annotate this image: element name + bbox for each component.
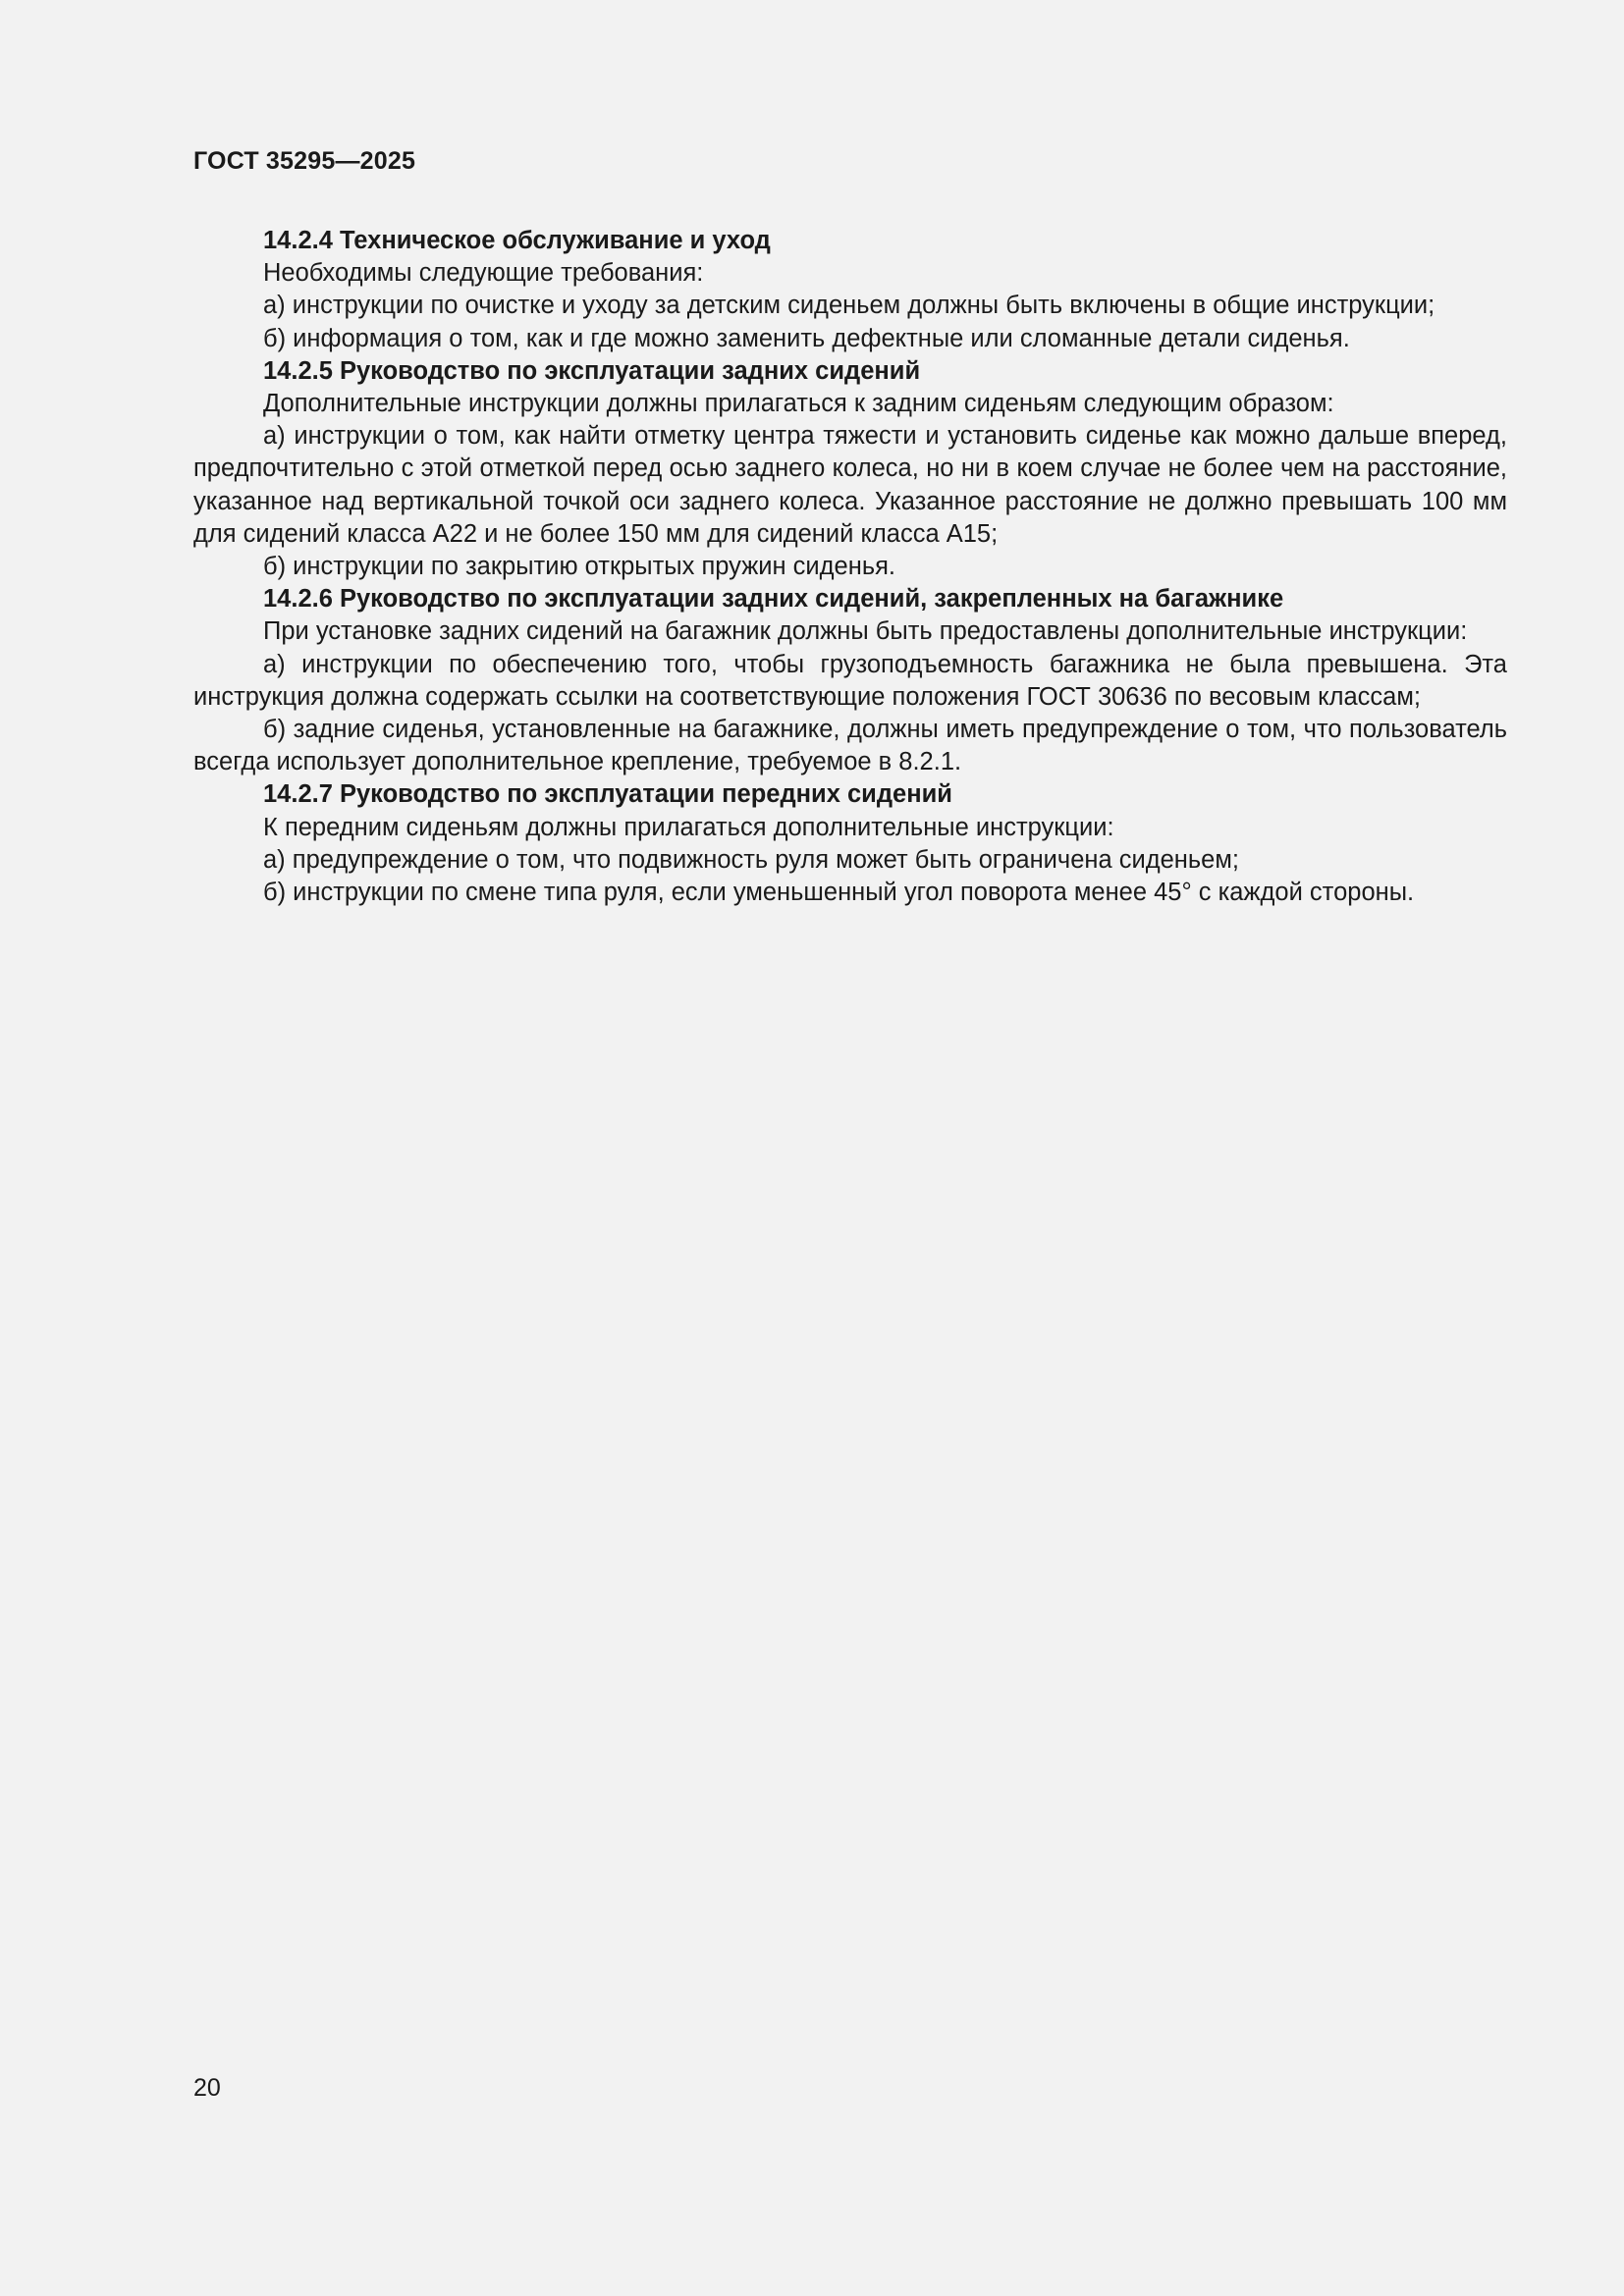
paragraph: а) предупреждение о том, что подвижность руля может быть ограничена сиденьем; <box>263 845 1239 874</box>
page-number: 20 <box>193 2074 221 2102</box>
section-heading: 14.2.4 Техническое обслуживание и уход <box>263 227 771 254</box>
section-heading: 14.2.5 Руководство по эксплуатации задних сидений <box>263 356 921 385</box>
paragraph: Дополнительные инструкции должны прилагаться к задним сиденьям следующим образом: <box>263 390 1334 418</box>
document-body <box>193 225 1507 909</box>
paragraph: а) инструкции о том, как найти отметку центра тяжести и установить сиденье как можно дальше вперед, предпочтительно с этой отметкой перед осью заднего колеса, но ни в коем случае не более чем на расстояние, указанное над вертикальной точкой оси заднего колеса. Указанное расстояние не должно превышать 100 мм для сидений класса А22 и не более 150 мм для сидений класса А15; <box>193 422 1507 548</box>
section-heading: 14.2.7 Руководство по эксплуатации передних сидений <box>263 780 952 809</box>
paragraph: а) инструкции по очистке и уходу за детским сиденьем должны быть включены в общие инструкции; <box>263 292 1435 320</box>
paragraph: б) инструкции по закрытию открытых пружин сиденья. <box>263 553 895 581</box>
paragraph: К передним сиденьям должны прилагаться дополнительные инструкции: <box>263 813 1114 841</box>
paragraph: б) задние сиденья, установленные на багажнике, должны иметь предупреждение о том, что пользователь всегда использует дополнительное крепление, требуемое в 8.2.1. <box>193 716 1507 776</box>
paragraph: При установке задних сидений на багажник должны быть предоставлены дополнительные инструкции: <box>263 617 1468 646</box>
document-header: ГОСТ 35295—2025 <box>193 147 416 175</box>
paragraph: б) инструкции по смене типа руля, если уменьшенный угол поворота менее 45° с каждой стороны. <box>263 879 1415 907</box>
section-heading: 14.2.6 Руководство по эксплуатации задних сидений, закрепленных на багажнике <box>263 585 1284 614</box>
paragraph: а) инструкции по обеспечению того, чтобы грузоподъемность багажника не была превышена. Эта инструкция должна содержать ссылки на соответствующие положения ГОСТ 30636 по весовым классам; <box>193 650 1507 711</box>
paragraph: б) информация о том, как и где можно заменить дефектные или сломанные детали сиденья. <box>263 324 1350 352</box>
paragraph: Необходимы следующие требования: <box>263 259 704 288</box>
